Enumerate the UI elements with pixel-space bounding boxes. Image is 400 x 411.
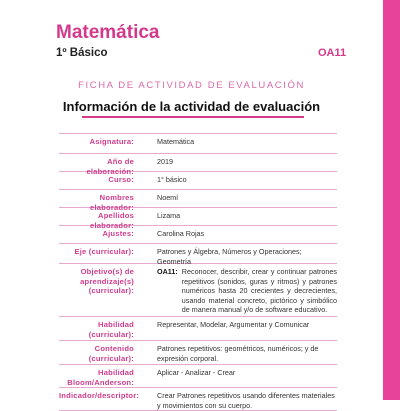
row-value: Matemática <box>157 137 195 146</box>
objective-text: Reconocer, describir, crear y continuar patrones repetitivos (sonidos, guras y ritmos) y patrones numéricos hasta 20 crecientes y decrecientes, usando material concreto, pictórico y simbólico de manera manual y/o de software educativo. <box>181 267 337 314</box>
row-label: Curso: <box>108 175 134 184</box>
objective-code-label: OA11: <box>157 267 178 276</box>
objective-code: OA11 <box>318 47 347 59</box>
row-bloom <box>59 365 337 388</box>
row-value: Lizama <box>157 211 181 220</box>
row-label: Ajustes: <box>102 229 134 238</box>
ficha-label: FICHA DE ACTIVIDAD DE EVALUACIÓN <box>78 80 305 91</box>
row-value: Crear Patrones repetitivos usando diferentes materiales y movimientos con su cuerpo. <box>157 391 335 410</box>
row-value: 2019 <box>157 157 173 166</box>
row-label: Objetivo(s) de aprendizaje(s) (curricular): <box>80 267 134 295</box>
row-value <box>141 264 337 316</box>
info-table <box>59 133 337 411</box>
row-nombres <box>59 190 337 212</box>
info-title: Información de la actividad de evaluación <box>62 99 321 114</box>
row-habilidad <box>59 317 337 341</box>
row-label: Habilidad (curricular): <box>88 320 134 339</box>
row-value: Aplicar - Analizar - Crear <box>157 368 236 377</box>
side-accent-bar <box>383 0 400 400</box>
row-anio <box>59 154 337 176</box>
subject-title: Matemática <box>56 22 160 43</box>
row-label: Habilidad Bloom/Anderson: <box>67 368 134 387</box>
row-ajustes <box>59 226 337 244</box>
row-value: Noemí <box>157 193 179 202</box>
row-label: Asignatura: <box>89 137 134 146</box>
row-label: Apellidos elaborador: <box>90 211 134 230</box>
row-label: Eje (curricular): <box>74 247 134 256</box>
row-label: Contenido (curricular): <box>88 344 134 363</box>
row-value: Representar, Modelar, Argumentar y Comunicar <box>157 320 310 329</box>
row-label: Año de elaboración: <box>86 157 134 176</box>
row-value: Carolina Rojas <box>157 229 205 238</box>
row-contenido <box>59 341 337 365</box>
row-value: Patrones y Álgebra, Números y Operaciones; Geometría <box>157 247 302 266</box>
title-underline <box>82 116 304 118</box>
grade-level: 1º Básico <box>56 47 108 59</box>
row-label: Indicador/descriptor: <box>59 391 140 400</box>
row-curso <box>59 172 337 190</box>
row-objetivo <box>59 264 337 317</box>
row-value: Patrones repetitivos: geométricos, numéricos; y de expresión corporal. <box>157 344 319 363</box>
row-eje <box>59 244 337 264</box>
row-asignatura <box>59 134 337 154</box>
row-apellidos <box>59 208 337 230</box>
row-label: Nombres elaborador: <box>90 193 134 212</box>
row-value: 1° básico <box>157 175 187 184</box>
